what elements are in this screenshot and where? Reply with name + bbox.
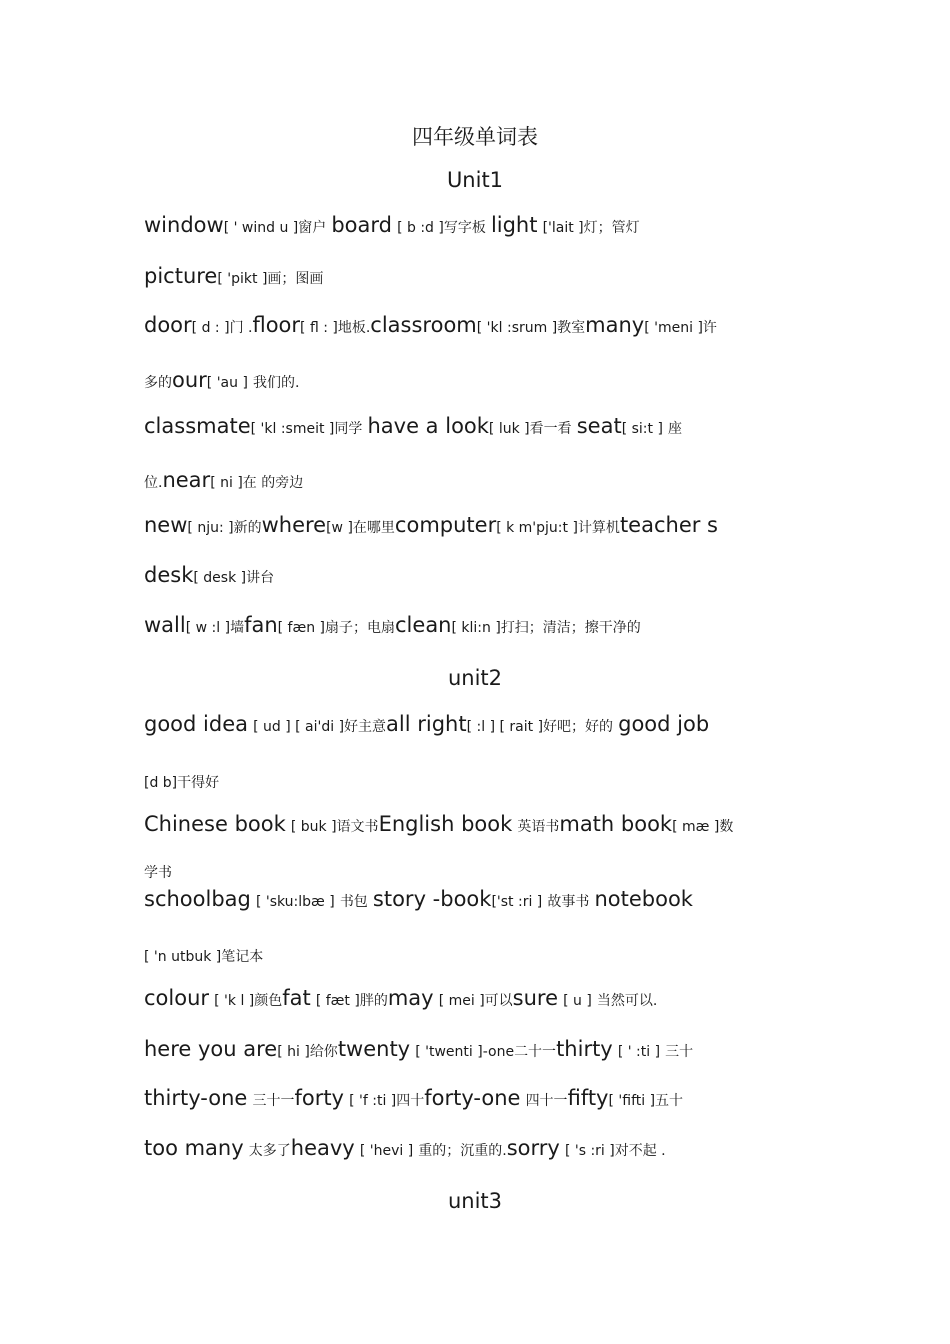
vocab-word: floor bbox=[252, 313, 301, 337]
meaning: 干得好 bbox=[177, 775, 220, 791]
vocab-word: many bbox=[585, 313, 645, 337]
meaning: 英语书 bbox=[517, 819, 560, 835]
vocab-word: desk bbox=[144, 563, 194, 587]
meaning: 许 bbox=[702, 320, 717, 336]
vocab-line bbox=[144, 862, 814, 882]
meaning: 当然可以. bbox=[596, 993, 658, 1009]
vocab-word: all right bbox=[386, 712, 467, 736]
phonetic: [ 'f :ti ] bbox=[349, 1093, 397, 1109]
vocab-line bbox=[144, 368, 814, 392]
phonetic: [ 'n utbuk ] bbox=[144, 949, 222, 965]
phonetic: [ 'meni ] bbox=[644, 320, 703, 336]
vocab-word: thirty-one bbox=[144, 1086, 248, 1110]
meaning: 重的；沉重的. bbox=[418, 1143, 507, 1159]
vocab-word: twenty bbox=[337, 1037, 411, 1061]
page-title: 四年级单词表 bbox=[412, 125, 538, 149]
meaning: 教室 bbox=[557, 320, 586, 336]
vocab-word: English book bbox=[378, 812, 513, 836]
vocab-line bbox=[144, 414, 814, 438]
meaning: 四十一 bbox=[525, 1093, 568, 1109]
vocab-word: good job bbox=[618, 712, 710, 736]
meaning: 学书 bbox=[144, 865, 172, 881]
meaning: 在哪里 bbox=[352, 520, 395, 536]
meaning: 我们的. bbox=[253, 375, 300, 391]
vocab-line bbox=[144, 1136, 814, 1160]
vocab-word: light bbox=[490, 213, 538, 237]
meaning: 门 . bbox=[229, 320, 253, 336]
phonetic: [ 'sku:lbæ ] bbox=[255, 894, 335, 910]
meaning: 扇子；电扇 bbox=[325, 620, 396, 636]
vocab-line bbox=[144, 887, 814, 911]
vocab-word: thirty bbox=[556, 1037, 613, 1061]
meaning: 计算机 bbox=[577, 520, 620, 536]
vocab-word: sorry bbox=[506, 1136, 560, 1160]
vocab-word: schoolbag bbox=[144, 887, 251, 911]
phonetic: [ luk ] bbox=[488, 421, 530, 437]
meaning: 胖的 bbox=[359, 993, 388, 1009]
meaning: 笔记本 bbox=[221, 949, 264, 965]
phonetic: [ mæ ] bbox=[672, 819, 720, 835]
phonetic: [ k m'pju:t ] bbox=[496, 520, 578, 536]
vocab-word: here you are bbox=[144, 1037, 278, 1061]
phonetic: [ ni ] bbox=[210, 475, 243, 491]
phonetic: [ fæt ] bbox=[315, 993, 360, 1009]
phonetic: [ desk ] bbox=[193, 570, 247, 586]
meaning: 窗户 bbox=[298, 220, 327, 236]
phonetic: [ 'au ] bbox=[206, 375, 248, 391]
meaning: 书包 bbox=[339, 894, 368, 910]
vocab-word: fifty bbox=[567, 1086, 609, 1110]
phonetic: [ ' :ti ] bbox=[617, 1044, 661, 1060]
meaning: 给你 bbox=[309, 1044, 338, 1060]
phonetic: [w ] bbox=[326, 520, 353, 536]
meaning: 好吧；好的 bbox=[543, 719, 614, 735]
vocab-word: math book bbox=[559, 812, 673, 836]
phonetic: [ 's :ri ] bbox=[564, 1143, 615, 1159]
vocab-line bbox=[144, 468, 814, 492]
meaning: 故事书 bbox=[547, 894, 590, 910]
vocab-line bbox=[144, 213, 814, 237]
vocab-line bbox=[144, 613, 814, 637]
meaning: 好主意 bbox=[344, 719, 387, 735]
vocab-word: good idea bbox=[144, 712, 248, 736]
phonetic: ['lait ] bbox=[542, 220, 584, 236]
vocab-line bbox=[144, 712, 814, 736]
meaning: 看一看 bbox=[529, 421, 572, 437]
meaning: 语文书 bbox=[336, 819, 379, 835]
vocab-word: forty-one bbox=[424, 1086, 521, 1110]
vocab-word: door bbox=[144, 313, 192, 337]
vocab-word: our bbox=[172, 368, 207, 392]
vocab-word: near bbox=[162, 468, 211, 492]
meaning: 讲台 bbox=[246, 570, 275, 586]
vocab-word: classroom bbox=[370, 313, 477, 337]
vocab-line bbox=[144, 986, 814, 1010]
meaning: 同学 bbox=[334, 421, 363, 437]
phonetic: [ 'k l ] bbox=[214, 993, 255, 1009]
phonetic: [ u ] bbox=[563, 993, 592, 1009]
vocab-word: Chinese book bbox=[144, 812, 286, 836]
vocab-word: fat bbox=[282, 986, 311, 1010]
vocab-word: board bbox=[331, 213, 392, 237]
phonetic: [ 'hevi ] bbox=[359, 1143, 414, 1159]
vocab-word: computer bbox=[394, 513, 497, 537]
meaning: 二十一 bbox=[514, 1044, 557, 1060]
vocab-word: forty bbox=[294, 1086, 344, 1110]
meaning: 太多了 bbox=[248, 1143, 291, 1159]
meaning: 三十一 bbox=[252, 1093, 295, 1109]
phonetic: [ 'fifti ] bbox=[608, 1093, 656, 1109]
vocab-line bbox=[144, 264, 814, 288]
meaning: 地板. bbox=[337, 320, 371, 336]
phonetic: [ 'kl :smeit ] bbox=[250, 421, 335, 437]
meaning: 座 bbox=[668, 421, 682, 437]
meaning: 数 bbox=[719, 819, 734, 835]
vocab-word: have a look bbox=[367, 414, 489, 438]
vocab-word: seat bbox=[576, 414, 622, 438]
meaning: 墙 bbox=[230, 620, 245, 636]
vocab-word: fan bbox=[244, 613, 278, 637]
phonetic: [ 'twenti ]-one bbox=[415, 1044, 515, 1060]
vocab-word: new bbox=[144, 513, 188, 537]
vocab-word: wall bbox=[144, 613, 186, 637]
phonetic: [ mei ] bbox=[438, 993, 485, 1009]
vocab-word: teacher s bbox=[619, 513, 718, 537]
phonetic: [ fæn ] bbox=[277, 620, 326, 636]
unit-heading-1: Unit1 bbox=[446, 168, 504, 192]
phonetic: [ 'kl :srum ] bbox=[476, 320, 558, 336]
vocab-word: too many bbox=[144, 1136, 244, 1160]
vocab-line bbox=[144, 563, 814, 587]
phonetic: ['st :ri ] bbox=[491, 894, 543, 910]
vocab-line bbox=[144, 1037, 814, 1061]
phonetic: [ 'pikt ] bbox=[217, 271, 268, 287]
phonetic: [ hi ] bbox=[277, 1044, 310, 1060]
vocab-line bbox=[144, 1086, 814, 1110]
vocab-word: notebook bbox=[594, 887, 693, 911]
vocab-line bbox=[144, 812, 814, 836]
phonetic: [ nju: ] bbox=[187, 520, 234, 536]
phonetic: [ ud ] [ ai'di ] bbox=[253, 719, 345, 735]
phonetic: [ d : ] bbox=[191, 320, 230, 336]
meaning: 新的 bbox=[233, 520, 262, 536]
vocab-word: window bbox=[144, 213, 224, 237]
meaning: 多的 bbox=[144, 375, 172, 391]
vocab-word: story -book bbox=[372, 887, 492, 911]
phonetic: [ w :l ] bbox=[185, 620, 231, 636]
phonetic: [ fl : ] bbox=[300, 320, 338, 336]
vocab-word: where bbox=[261, 513, 327, 537]
vocab-word: may bbox=[387, 986, 434, 1010]
vocab-word: picture bbox=[144, 264, 218, 288]
phonetic: [ b :d ] bbox=[397, 220, 444, 236]
meaning: 在 的旁边 bbox=[242, 475, 304, 491]
vocab-word: classmate bbox=[144, 414, 251, 438]
phonetic: [ ' wind u ] bbox=[223, 220, 299, 236]
vocab-word: heavy bbox=[290, 1136, 355, 1160]
unit-heading-3: unit3 bbox=[447, 1189, 503, 1213]
vocab-line bbox=[144, 313, 814, 337]
meaning: 三十 bbox=[665, 1044, 694, 1060]
vocab-word: clean bbox=[395, 613, 452, 637]
phonetic: [d b] bbox=[144, 775, 178, 791]
meaning: 颜色 bbox=[254, 993, 283, 1009]
vocab-line bbox=[144, 946, 814, 966]
meaning: 位. bbox=[144, 475, 163, 491]
meaning: 可以 bbox=[484, 993, 513, 1009]
vocab-line bbox=[144, 513, 814, 537]
vocab-word: colour bbox=[144, 986, 210, 1010]
phonetic: [ buk ] bbox=[290, 819, 337, 835]
phonetic: [ :l ] [ rait ] bbox=[466, 719, 544, 735]
meaning: 写字板 bbox=[443, 220, 486, 236]
meaning: 四十 bbox=[396, 1093, 425, 1109]
meaning: 灯；管灯 bbox=[583, 220, 640, 236]
vocab-line bbox=[144, 772, 814, 792]
meaning: 五十 bbox=[655, 1093, 684, 1109]
unit-heading-2: unit2 bbox=[447, 666, 503, 690]
vocab-word: sure bbox=[512, 986, 559, 1010]
meaning: 打扫；清洁；擦干净的 bbox=[500, 620, 641, 636]
meaning: 画；图画 bbox=[267, 271, 324, 287]
phonetic: [ kli:n ] bbox=[451, 620, 501, 636]
phonetic: [ si:t ] bbox=[621, 421, 663, 437]
meaning: 对不起 . bbox=[614, 1143, 666, 1159]
